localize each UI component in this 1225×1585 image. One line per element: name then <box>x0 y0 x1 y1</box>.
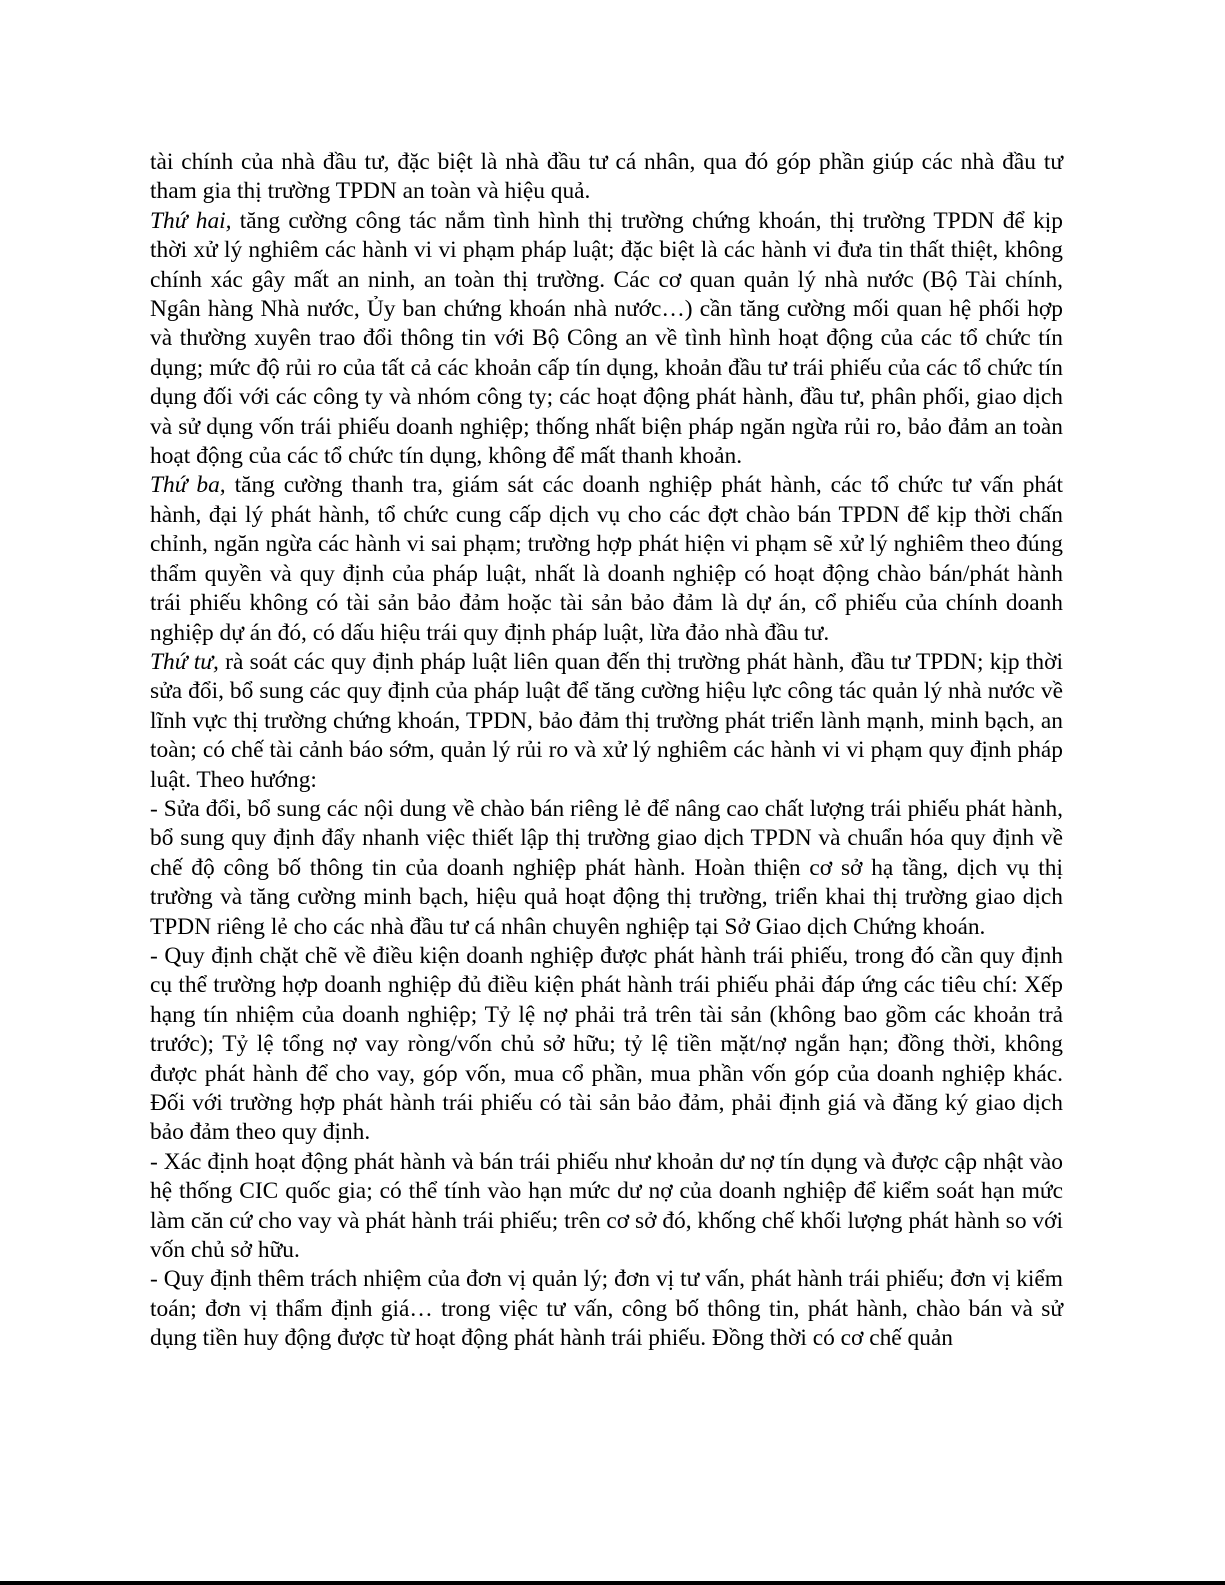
page-bottom-border <box>0 1581 1225 1585</box>
bullet-item <box>150 942 1063 1148</box>
paragraph-text: - Xác định hoạt động phát hành và bán trái phiếu như khoản dư nợ tín dụng và được cập nhật vào hệ thống CIC quốc gia; có thể tính vào hạn mức dư nợ của doanh nghiệp để kiểm soát hạn mức làm căn cứ cho vay và phát hành trái phiếu; trên cơ sở đó, khống chế khối lượng phát hành so với vốn chủ sở hữu. <box>150 1148 1063 1264</box>
bullet-item <box>150 795 1063 942</box>
paragraph-lead: Thứ ba, <box>150 472 226 499</box>
paragraph-intro-continuation <box>150 148 1063 207</box>
paragraph-text: - Sửa đổi, bổ sung các nội dung về chào bán riêng lẻ để nâng cao chất lượng trái phiếu phát hành, bổ sung quy định đẩy nhanh việc thiết lập thị trường giao dịch TPDN và chuẩn hóa quy định về chế độ công bố thông tin của doanh nghiệp phát hành. Hoàn thiện cơ sở hạ tầng, dịch vụ thị trường và tăng cường minh bạch, hiệu quả hoạt động thị trường, triển khai thị trường giao dịch TPDN riêng lẻ cho các nhà đầu tư cá nhân chuyên nghiệp tại Sở Giao dịch Chứng khoán. <box>150 795 1063 940</box>
paragraph-thu-tu <box>150 648 1063 795</box>
paragraph-text: rà soát các quy định pháp luật liên quan đến thị trường phát hành, đầu tư TPDN; kịp thời sửa đổi, bổ sung các quy định của pháp luật để tăng cường hiệu lực công tác quản lý nhà nước về lĩnh vực thị trường chứng khoán, TPDN, bảo đảm thị trường phát triển lành mạnh, minh bạch, an toàn; có chế tài cảnh báo sớm, quản lý rủi ro và xử lý nghiêm các hành vi vi phạm quy định pháp luật. Theo hướng: <box>150 648 1063 793</box>
paragraph-text: tăng cường thanh tra, giám sát các doanh nghiệp phát hành, các tổ chức tư vấn phát hành, đại lý phát hành, tổ chức cung cấp dịch vụ cho các đợt chào bán TPDN để kịp thời chấn chỉnh, ngăn ngừa các hành vi sai phạm; trường hợp phát hiện vi phạm sẽ xử lý nghiêm theo đúng thẩm quyền và quy định của pháp luật, nhất là doanh nghiệp có hoạt động chào bán/phát hành trái phiếu không có tài sản bảo đảm hoặc tài sản bảo đảm là dự án, cổ phiếu của chính doanh nghiệp dự án đó, có dấu hiệu trái quy định pháp luật, lừa đảo nhà đầu tư. <box>150 472 1063 646</box>
paragraph-text: - Quy định thêm trách nhiệm của đơn vị quản lý; đơn vị tư vấn, phát hành trái phiếu; đơn vị kiểm toán; đơn vị thẩm định giá… trong việc tư vấn, công bố thông tin, phát hành, chào bán và sử dụng tiền huy động được từ hoạt động phát hành trái phiếu. Đồng thời có cơ chế quản <box>150 1266 1063 1352</box>
paragraph-thu-ba <box>150 471 1063 647</box>
paragraph-text: - Quy định chặt chẽ về điều kiện doanh nghiệp được phát hành trái phiếu, trong đó cần quy định cụ thể trường hợp doanh nghiệp đủ điều kiện phát hành trái phiếu phải đáp ứng các tiêu chí: Xếp hạng tín nhiệm của doanh nghiệp; Tỷ lệ nợ phải trả trên tài sản (không bao gồm các khoản trả trước); Tỷ lệ tổng nợ vay ròng/vốn chủ sở hữu; tỷ lệ tiền mặt/nợ ngắn hạn; đồng thời, không được phát hành để cho vay, góp vốn, mua cổ phần, mua phần vốn góp của doanh nghiệp khác. Đối với trường hợp phát hành trái phiếu có tài sản bảo đảm, phải định giá và đăng ký giao dịch bảo đảm theo quy định. <box>150 942 1063 1146</box>
paragraph-text: tài chính của nhà đầu tư, đặc biệt là nhà đầu tư cá nhân, qua đó góp phần giúp các nhà đầu tư tham gia thị trường TPDN an toàn và hiệu quả. <box>150 149 1063 205</box>
bullet-item <box>150 1148 1063 1266</box>
paragraph-text: tăng cường công tác nắm tình hình thị trường chứng khoán, thị trường TPDN để kịp thời xử lý nghiêm các hành vi vi phạm pháp luật; đặc biệt là các hành vi đưa tin thất thiệt, không chính xác gây mất an ninh, an toàn thị trường. Các cơ quan quản lý nhà nước (Bộ Tài chính, Ngân hàng Nhà nước, Ủy ban chứng khoán nhà nước…) cần tăng cường mối quan hệ phối hợp và thường xuyên trao đổi thông tin với Bộ Công an về tình hình hoạt động của các tổ chức tín dụng; mức độ rủi ro của tất cả các khoản cấp tín dụng, khoản đầu tư trái phiếu của các tổ chức tín dụng đối với các công ty và nhóm công ty; các hoạt động phát hành, đầu tư, phân phối, giao dịch và sử dụng vốn trái phiếu doanh nghiệp; thống nhất biện pháp ngăn ngừa rủi ro, bảo đảm an toàn hoạt động của các tổ chức tín dụng, không để mất thanh khoản. <box>150 207 1063 470</box>
paragraph-lead: Thứ tư, <box>150 648 219 675</box>
paragraph-thu-hai <box>150 207 1063 472</box>
paragraph-lead: Thứ hai, <box>150 207 232 234</box>
bullet-item <box>150 1265 1063 1353</box>
document-page <box>150 148 1063 1354</box>
